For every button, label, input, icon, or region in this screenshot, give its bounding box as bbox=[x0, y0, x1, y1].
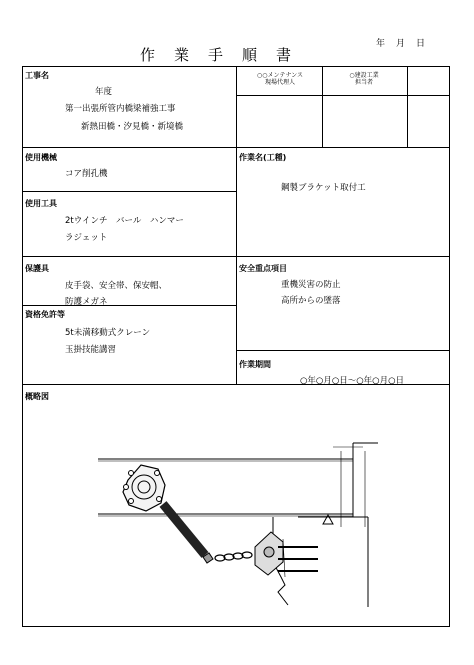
protective-label: 保護具 bbox=[25, 264, 49, 273]
stamp-box-construction bbox=[329, 72, 399, 86]
qualifications-line: 玉掛技能講習 bbox=[65, 345, 117, 355]
tools-label: 使用工具 bbox=[25, 199, 57, 208]
stamp-role: 担当者 bbox=[354, 79, 373, 86]
stamp-box-maintenance bbox=[245, 72, 315, 86]
protective-line: 防護メガネ bbox=[65, 297, 108, 307]
work-name-label: 作業名(工種) bbox=[239, 153, 287, 162]
work-name-value: 鋼製ブラケット取付工 bbox=[281, 183, 366, 193]
qualifications-line: 5t未満移動式クレーン bbox=[65, 328, 151, 338]
project-label: 工事名 bbox=[25, 71, 49, 80]
safety-label: 安全重点項目 bbox=[239, 264, 287, 273]
date-field: 年 月 日 bbox=[376, 39, 427, 49]
tools-line: ラジェット bbox=[65, 233, 108, 243]
diagram-label: 概略図 bbox=[25, 392, 49, 401]
protective-line: 皮手袋、安全帯、保安帽、 bbox=[65, 281, 168, 291]
safety-line: 重機災害の防止 bbox=[281, 280, 341, 290]
stamp-role: 現場代理人 bbox=[264, 79, 295, 86]
project-bridges: 新熱田橋・汐見橋・新境橋 bbox=[81, 122, 184, 132]
project-year: 年度 bbox=[95, 87, 113, 97]
period-value: ○年○月○日～○年○月○日 bbox=[300, 376, 405, 386]
bracket-installation-diagram bbox=[23, 407, 449, 607]
machines-label: 使用機械 bbox=[25, 153, 57, 162]
project-name: 第一出張所管内橋梁補強工事 bbox=[65, 104, 176, 114]
work-procedure-form bbox=[22, 66, 450, 627]
machines-value: コア削孔機 bbox=[65, 169, 108, 179]
period-label: 作業期間 bbox=[239, 360, 271, 369]
tools-line: 2tウインチ バール ハンマー bbox=[65, 216, 184, 226]
stamp-company: ○建設工業 bbox=[349, 72, 379, 79]
qualifications-label: 資格免許等 bbox=[25, 310, 65, 319]
page-title: 作業手順書 bbox=[140, 46, 311, 64]
stamp-company: ○○メンテナンス bbox=[257, 72, 303, 79]
safety-line: 高所からの墜落 bbox=[281, 296, 341, 306]
